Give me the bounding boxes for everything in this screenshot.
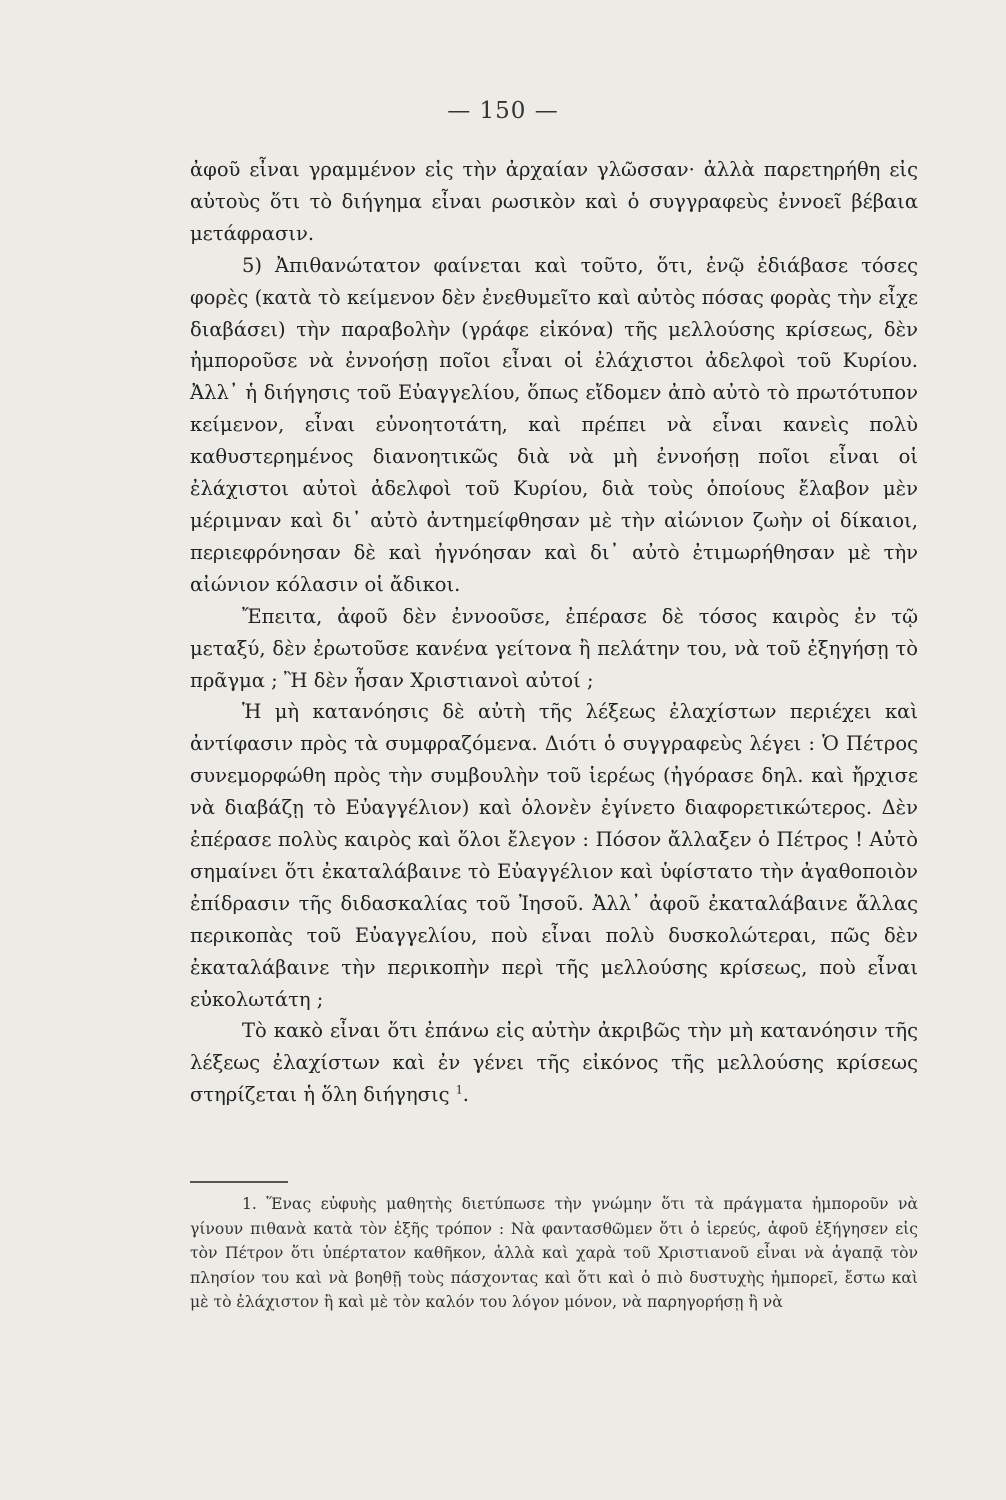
footnote-marker: 1 [455, 1083, 463, 1097]
footnotes [190, 1192, 918, 1315]
paragraph-text: Τὸ κακὸ εἶναι ὅτι ἐπάνω εἰς αὐτὴν ἀκριβῶς τὴν μὴ κατανόησιν τῆς λέξεως ἐλαχίστων καὶ ἐν γένει τῆς εἰκόνος τῆς μελλούσης κρίσεως στηρίζεται ἡ ὅλη διήγησις [190, 1019, 918, 1107]
paragraph: 5) Ἀπιθανώτατον φαίνεται καὶ τοῦτο, ὅτι, ἐνῷ ἐδιάβασε τόσες φορὲς (κατὰ τὸ κείμενον δὲν ἐνεθυμεῖτο καὶ αὐτὸς πόσας φορὰς τὴν εἶχε διαβάσει) τὴν παραβολὴν (γράφε εἰκόνα) τῆς μελλούσης κρίσεως, δὲν ἠμποροῦσε νὰ ἐννοήσῃ ποῖοι εἶναι οἱ ἐλάχιστοι ἀδελφοὶ τοῦ Κυρίου. Ἀλλ᾿ ἡ διήγησις τοῦ Εὐαγγελίου, ὅπως εἴδομεν ἀπὸ αὐτὸ τὸ πρωτότυπον κείμενον, εἶναι εὐνοητοτάτη, καὶ πρέπει νὰ εἶναι κανεὶς πολὺ καθυστερημένος διανοητικῶς διὰ νὰ μὴ ἐννοήσῃ ποῖοι εἶναι οἱ ἐλάχιστοι αὐτοὶ ἀδελφοὶ τοῦ Κυρίου, διὰ τοὺς ὁποίους ἔλαβον μὲν μέριμναν καὶ δι᾿ αὐτὸ ἀντημείφθησαν μὲ τὴν αἰώνιον ζωὴν οἱ δίκαιοι, περιεφρόνησαν δὲ καὶ ἠγνόησαν καὶ δι᾿ αὐτὸ ἐτιμωρήθησαν μὲ τὴν αἰώνιον κόλασιν οἱ ἄδικοι. [190, 253, 918, 596]
paragraph: Ἡ μὴ κατανόησις δὲ αὐτὴ τῆς λέξεως ἐλαχίστων περιέχει καὶ ἀντίφασιν πρὸς τὰ συμφραζόμενα. Διότι ὁ συγγραφεὺς λέγει : Ὁ Πέτρος συνεμορφώθη πρὸς τὴν συμβουλὴν τοῦ ἱερέως (ἠγόρασε δηλ. καὶ ἤρχισε νὰ διαβάζῃ τὸ Εὐαγγέλιον) καὶ ὁλονὲν ἐγίνετο διαφορετικώτερος. Δὲν ἐπέρασε πολὺς καιρὸς καὶ ὅλοι ἔλεγον : Πόσον ἄλλαξεν ὁ Πέτρος ! Αὐτὸ σημαίνει ὅτι ἐκαταλάβαινε τὸ Εὐαγγέλιον καὶ ὑφίστατο τὴν ἀγαθοποιὸν ἐπίδρασιν τῆς διδασκαλίας τοῦ Ἰησοῦ. Ἀλλ᾿ ἀφοῦ ἐκαταλάβαινε ἄλλας περικοπὰς τοῦ Εὐαγγελίου, ποὺ εἶναι πολὺ δυσκολώτεραι, πῶς δὲν ἐκαταλάβαινε τὴν περικοπὴν περὶ τῆς μελλούσης κρίσεως, ποὺ εἶναι εὐκολωτάτη ; [190, 700, 918, 1011]
main-text [190, 154, 918, 1111]
footnote-divider [190, 1181, 288, 1183]
footnote: 1. Ἕνας εὐφυὴς μαθητὴς διετύπωσε τὴν γνώμην ὅτι τὰ πράγματα ἠμποροῦν νὰ γίνουν πιθανὰ κατὰ τὸν ἑξῆς τρόπον : Νὰ φαντασθῶμεν ὅτι ὁ ἱερεύς, ἀφοῦ ἐξήγησεν εἰς τὸν Πέτρον ὅτι ὑπέρτατον καθῆκον, ἀλλὰ καὶ χαρὰ τοῦ Χριστιανοῦ εἶναι νὰ ἀγαπᾷ τὸν πλησίον του καὶ νὰ βοηθῇ τοὺς πάσχοντας καὶ ὅτι καὶ ὁ πιὸ δυστυχὴς ἠμπορεῖ, ἔστω καὶ μὲ τὸ ἐλάχιστον ἢ καὶ μὲ τὸν καλόν του λόγον μόνον, νὰ παρηγορήσῃ ἢ νὰ [190, 1195, 918, 1312]
paragraph: Τὸ κακὸ εἶναι ὅτι ἐπάνω εἰς αὐτὴν ἀκριβῶς τὴν μὴ κατανόησιν τῆς λέξεως ἐλαχίστων καὶ ἐν γένει τῆς εἰκόνος τῆς μελλούσης κρίσεως στηρίζεται ἡ ὅλη διήγησις $^1$. [190, 1019, 918, 1107]
paragraph: ἀφοῦ εἶναι γραμμένον εἰς τὴν ἀρχαίαν γλῶσσαν· ἀλλὰ παρετηρήθη εἰς αὐτοὺς ὅτι τὸ διήγημα εἶναι ρωσικὸν καὶ ὁ συγγραφεὺς ἐννοεῖ βέβαια μετάφρασιν. [190, 158, 918, 245]
paragraph: Ἔπειτα, ἀφοῦ δὲν ἐννοοῦσε, ἐπέρασε δὲ τόσος καιρὸς ἐν τῷ μεταξύ, δὲν ἐρωτοῦσε κανένα γείτονα ἢ πελάτην του, νὰ τοῦ ἐξηγήσῃ τὸ πρᾶγμα ; Ἢ δὲν ἦσαν Χριστιανοὶ αὐτοί ; [190, 604, 918, 692]
page-number: — 150 — [447, 98, 559, 124]
